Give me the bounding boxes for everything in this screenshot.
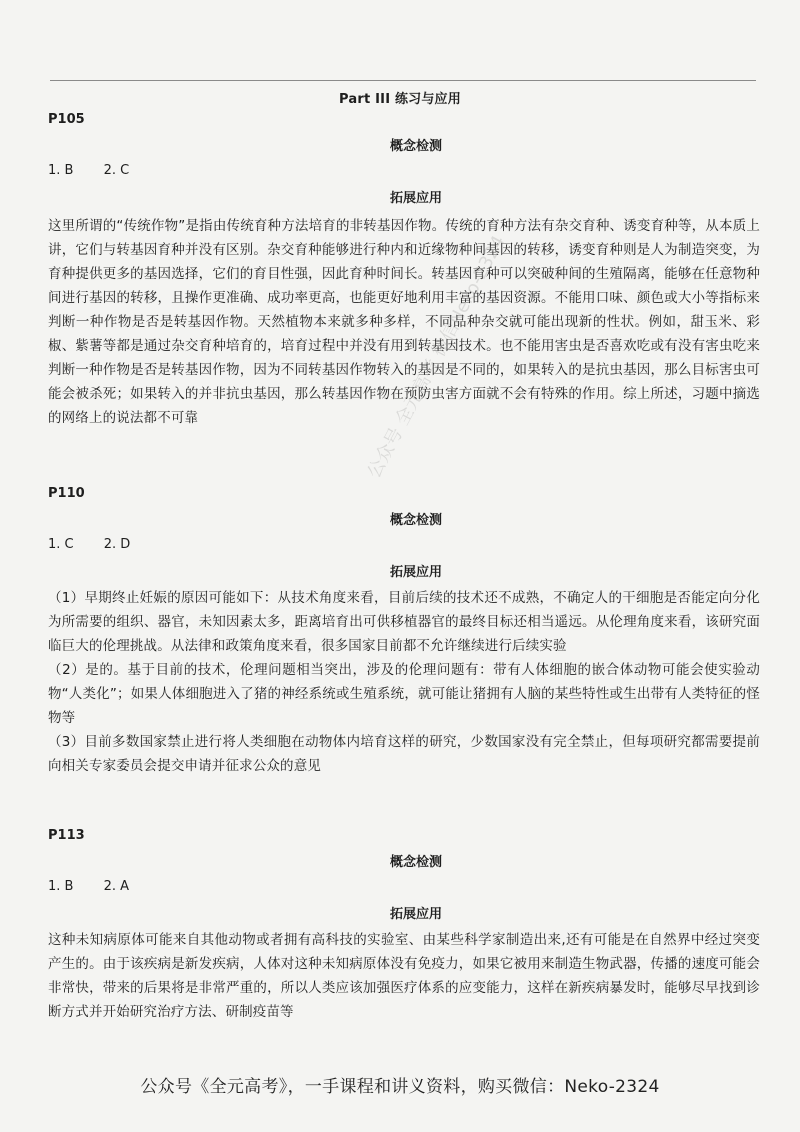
section-p105 bbox=[48, 110, 760, 430]
extension-paragraph-2: （2）是的。基于目前的技术，伦理问题相当突出，涉及的伦理问题有：带有人体细胞的嵌合体动物可能会使实验动物“人类化”；如果人体细胞进入了猪的神经系统或生殖系统，就可能让猪拥有人脑的某些特性或生出带有人类特征的怪物等 bbox=[48, 662, 760, 726]
extension-paragraph: 这里所谓的“传统作物”是指由传统育种方法培育的非转基因作物。传统的育种方法有杂交育种、诱变育种等，从本质上讲，它们与转基因育种并没有区别。杂交育种能够进行种内和近缘物种间基因的转移，诱变育种则是人为制造突变，为育种提供更多的基因选择，它们的育目性强，因此育种时间长。转基因育种可以突破种间的生殖隔离，能够在任意物种间进行基因的转移，且操作更准确、成功率更高，也能更好地利用丰富的基因资源。不能用口味、颜色或大小等指标来判断一种作物是否是转基因作物。天然植物本来就多种多样，不同品种杂交就可能出现新的性状。例如，甜玉米、彩椒、紫薯等都是通过杂交育种培育的，培育过程中并没有用到转基因技术。也不能用害虫是否喜欢吃或有没有害虫吃来判断一种作物是否是转基因作物，因为不同转基因作物转入的基因是不同的，如果转入的是抗虫基因，那么目标害虫可能会被杀死；如果转入的并非抗虫基因，那么转基因作物在预防虫害方面就不会有特殊的作用。综上所述，习题中摘选的网络上的说法都不可靠 bbox=[48, 218, 760, 426]
extension-heading: 拓展应用 bbox=[389, 565, 442, 580]
concept-check-heading: 概念检测 bbox=[389, 139, 442, 154]
page-number: P110 bbox=[48, 486, 85, 501]
extension-heading: 拓展应用 bbox=[389, 907, 442, 922]
answer-2: 2. D bbox=[103, 537, 131, 552]
extension-paragraph-1: （1）早期终止妊娠的原因可能如下：从技术角度来看，目前后续的技术还不成熟，不确定人的干细胞是否能定向分化为所需要的组织、器官，未知因素太多，距离培育出可供移植器官的最终目标还相当遥远。从伦理角度来看，该研究面临巨大的伦理挑战。从法律和政策角度来看，很多国家目前都不允许继续进行后续实验 bbox=[48, 590, 760, 654]
concept-check-heading: 概念检测 bbox=[389, 513, 442, 528]
page-number: P105 bbox=[48, 112, 85, 127]
section-p110 bbox=[48, 484, 760, 778]
answer-1: 1. B bbox=[48, 163, 74, 178]
section-p113 bbox=[48, 826, 760, 1024]
answer-2: 2. C bbox=[103, 163, 130, 178]
page-number: P113 bbox=[48, 828, 85, 843]
answer-line bbox=[48, 534, 760, 556]
answer-2: 2. A bbox=[103, 879, 130, 894]
answer-1: 1. C bbox=[48, 537, 74, 552]
footer-note: 公众号《全元高考》，一手课程和讲义资料，购买微信：Neko-2324 bbox=[140, 1077, 660, 1097]
answer-line bbox=[48, 160, 760, 182]
header-rule bbox=[50, 80, 756, 81]
watermark: 公众号 全元高考 微信Neko-2324 bbox=[363, 232, 510, 482]
extension-paragraph: 这种未知病原体可能来自其他动物或者拥有高科技的实验室、由某些科学家制造出来,还有可能是在自然界中经过突变产生的。由于该疾病是新发疾病，人体对这种未知病原体没有免疫力，如果它被用来制造生物武器，传播的速度可能会非常快，带来的后果将是非常严重的，所以人类应该加强医疗体系的应变能力，这样在新疾病暴发时，能够尽早找到诊断方式并开始研究治疗方法、研制疫苗等 bbox=[48, 932, 760, 1020]
answer-1: 1. B bbox=[48, 879, 74, 894]
answer-line bbox=[48, 876, 760, 898]
extension-heading: 拓展应用 bbox=[389, 191, 442, 206]
extension-paragraph-3: （3）目前多数国家禁止进行将人类细胞在动物体内培育这样的研究，少数国家没有完全禁止，但每项研究都需要提前向相关专家委员会提交申请并征求公众的意见 bbox=[48, 734, 760, 774]
concept-check-heading: 概念检测 bbox=[389, 855, 442, 870]
part-title: Part III 练习与应用 bbox=[339, 92, 461, 107]
